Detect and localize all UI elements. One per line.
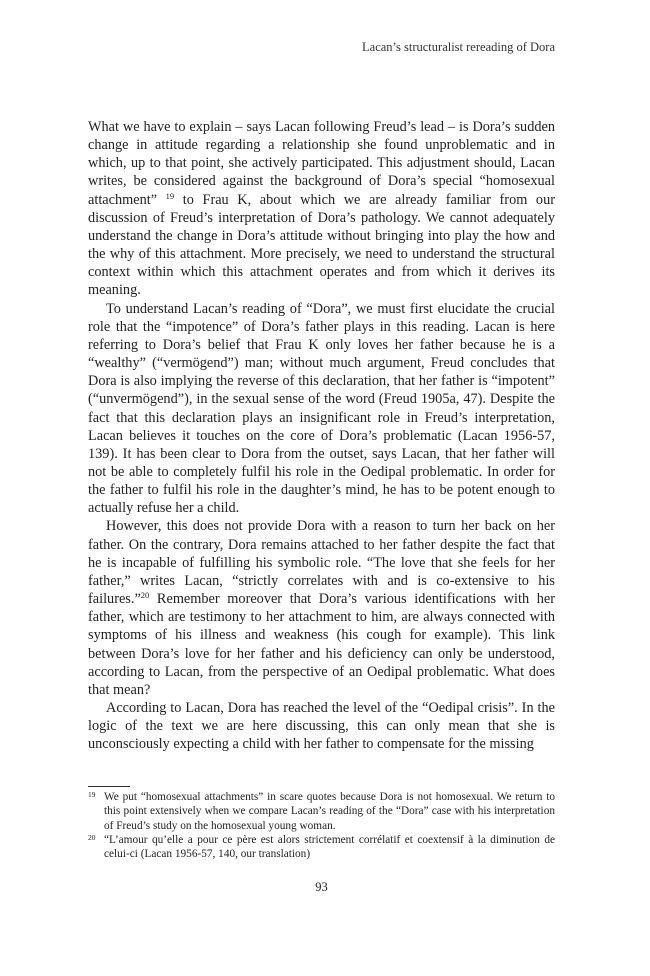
paragraph-3 <box>88 517 555 699</box>
paragraph-1-part-b: to Frau K, about which we are already familiar from our discussion of Freud’s interpretation of Dora’s pathology. We cannot adequately understand the change in Dora’s attitude without bringing into play the how and the why of this attachment. More precisely, we need to understand the structural context within which this attachment operates and from which it derives its meaning. <box>88 191 555 299</box>
page-number: 93 <box>315 880 328 894</box>
footnote-20 <box>88 833 555 862</box>
paragraph-1-part-a: What we have to explain – says Lacan following Freud’s lead – is Dora’s sudden change in attitude regarding a relationship she found unproblematic and in which, up to that point, she actively participated. This adjustment should, Lacan writes, be considered against the background of Dora’s special “homosexual attachment” <box>88 119 555 208</box>
paragraph-3-part-b: Remember moreover that Dora’s various identifications with her father, which are testimony to her attachment to him, are always connected with symptoms of his illness and weakness (his cough for example). This link between Dora’s love for her father and his deficiency can only be understood, according to Lacan, from the perspective of an Oedipal problematic. What does that mean? <box>88 591 555 698</box>
footnotes <box>88 790 555 861</box>
paragraph-3-part-a: However, this does not provide Dora with a reason to turn her back on her father. On the contrary, Dora remains attached to her father despite the fact that he is incapable of fulfilling his symbolic role. “The love that she feels for her father,” writes Lacan, “strictly correlates with and is co-extensive to his failures.” <box>88 518 555 608</box>
footnote-19 <box>88 790 555 833</box>
footnote-ref-20[interactable]: 20 <box>140 590 150 601</box>
footnote-number: 20 <box>88 832 96 842</box>
running-head: Lacan’s structuralist rereading of Dora <box>362 40 555 54</box>
paragraph-1 <box>88 118 555 300</box>
footnote-text: We put “homosexual attachments” in scare quotes because Dora is not homosexual. We return to this point extensively when we compare Lacan’s reading of the “Dora” case with his interpretation of Freud’s study on the homosexual young woman. <box>104 791 555 832</box>
body-text <box>88 118 555 753</box>
footnote-ref-19[interactable]: 19 <box>165 190 175 201</box>
paragraph-2: To understand Lacan’s reading of “Dora”, we must first elucidate the crucial role that the “impotence” of Dora’s father plays in this reading. Lacan is here referring to Dora’s belief that Frau K only loves her father because he is a “wealthy” (“vermögend”) man; without much argument, Freud concludes that Dora is also implying the reverse of this declaration, that her father is “impotent” (“unvermögend”), in the sexual sense of the word (Freud 1905a, 47). Despite the fact that this declaration plays an insignificant role in Freud’s interpretation, Lacan believes it touches on the core of Dora’s problematic (Lacan 1956-57, 139). It has been clear to Dora from the outset, says Lacan, that her father will not be able to completely fulfil his role in the Oedipal problematic. In order for the father to fulfil his role in the daughter’s mind, he has to be potent enough to actually refuse her a child. <box>88 300 555 517</box>
footnote-text: “L’amour qu’elle a pour ce père est alors strictement corrélatif et coextensif à la diminution de celui-ci (Lacan 1956-57, 140, our translation) <box>104 833 555 861</box>
paragraph-4: According to Lacan, Dora has reached the level of the “Oedipal crisis”. In the logic of the text we are here discussing, this can only mean that she is unconsciously expecting a child with her father to compensate for the missing <box>88 700 555 753</box>
footnote-separator <box>88 786 130 787</box>
footnote-number: 19 <box>88 790 96 799</box>
